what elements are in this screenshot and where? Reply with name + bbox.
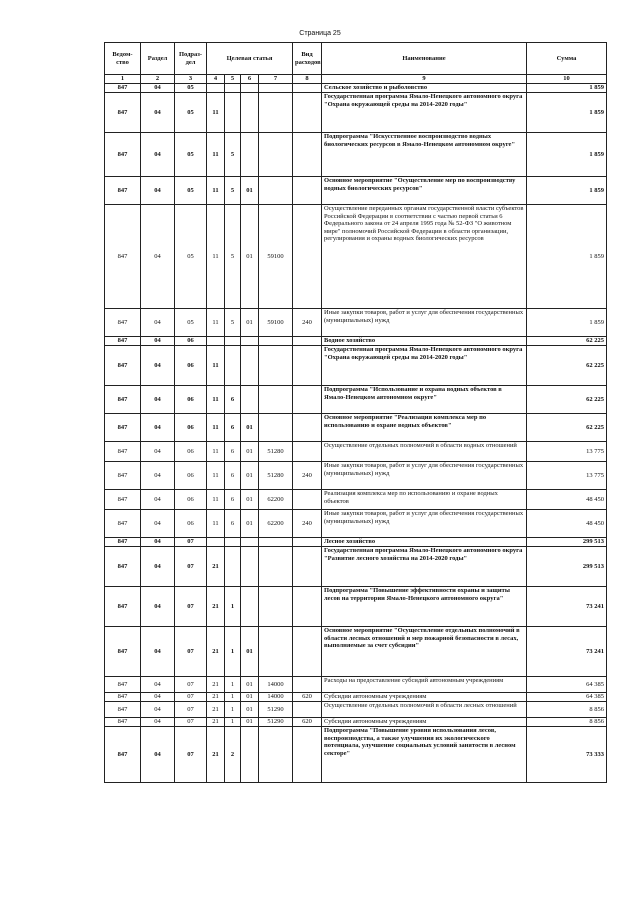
cell-razdel: 04: [141, 702, 175, 718]
cell-razdel: 04: [141, 510, 175, 538]
cell-target-subprogram: 1: [225, 702, 241, 718]
table-row: [105, 677, 607, 693]
cell-target-event: 01: [241, 462, 259, 490]
cell-target-code: [259, 587, 293, 627]
cell-target-subprogram: [225, 547, 241, 587]
cell-target-event: [241, 133, 259, 177]
cell-target-event: 01: [241, 442, 259, 462]
cell-podrazdel: 07: [175, 693, 207, 702]
cell-razdel: 04: [141, 693, 175, 702]
cell-target-subprogram: 1: [225, 693, 241, 702]
cell-target-subprogram: [225, 84, 241, 93]
cell-target-program: [207, 84, 225, 93]
cell-podrazdel: 05: [175, 93, 207, 133]
cell-podrazdel: 05: [175, 205, 207, 309]
cell-name: Государственная программа Ямало-Ненецкого автономного округа "Охрана окружающей среды на 2014-2020 годы": [322, 93, 527, 133]
cell-target-code: 51280: [259, 442, 293, 462]
cell-razdel: 04: [141, 205, 175, 309]
cell-target-code: [259, 386, 293, 414]
cell-vid: [293, 346, 322, 386]
cell-target-event: [241, 538, 259, 547]
table-row: [105, 346, 607, 386]
cell-vedomstvo: 847: [105, 414, 141, 442]
cell-target-code: 59100: [259, 309, 293, 337]
table-row: [105, 205, 607, 309]
table-row: [105, 702, 607, 718]
table-row: [105, 414, 607, 442]
cell-vedomstvo: 847: [105, 510, 141, 538]
cell-target-subprogram: 5: [225, 309, 241, 337]
cell-name: Подпрограмма "Повышение уровня использования лесов, воспроизводства, а также улучшения их экологического потенциала, улучшение социальных условий занятости в лесном секторе": [322, 727, 527, 783]
cell-target-event: 01: [241, 309, 259, 337]
cell-vid: [293, 84, 322, 93]
cell-sum: 62 225: [527, 337, 607, 346]
cell-razdel: 04: [141, 309, 175, 337]
cell-razdel: 04: [141, 337, 175, 346]
table-row: [105, 177, 607, 205]
cell-podrazdel: 07: [175, 677, 207, 693]
cell-vid: [293, 93, 322, 133]
cell-name: Основное мероприятие "Осуществление мер по воспроизводству водных биологических ресурсов": [322, 177, 527, 205]
col-num: 2: [141, 75, 175, 84]
cell-razdel: 04: [141, 727, 175, 783]
cell-vedomstvo: 847: [105, 337, 141, 346]
cell-target-code: [259, 414, 293, 442]
cell-target-program: 11: [207, 442, 225, 462]
cell-vedomstvo: 847: [105, 587, 141, 627]
cell-vid: [293, 677, 322, 693]
cell-podrazdel: 06: [175, 414, 207, 442]
cell-target-code: [259, 84, 293, 93]
col-num: 10: [527, 75, 607, 84]
cell-podrazdel: 05: [175, 309, 207, 337]
cell-target-event: 01: [241, 718, 259, 727]
cell-name: Государственная программа Ямало-Ненецкого автономного округа "Охрана окружающей среды на 2014-2020 годы": [322, 346, 527, 386]
cell-vedomstvo: 847: [105, 727, 141, 783]
cell-name: Государственная программа Ямало-Ненецкого автономного округа "Развитие лесного хозяйства на 2014-2020 годы": [322, 547, 527, 587]
page-number-label: Страница 25: [299, 30, 341, 37]
col-num: 8: [293, 75, 322, 84]
cell-target-code: [259, 133, 293, 177]
cell-target-code: [259, 727, 293, 783]
cell-sum: 1 859: [527, 309, 607, 337]
cell-sum: 73 241: [527, 587, 607, 627]
cell-name: Иные закупки товаров, работ и услуг для обеспечения государственных (муниципальных) нужд: [322, 462, 527, 490]
cell-target-code: 59100: [259, 205, 293, 309]
cell-target-code: [259, 177, 293, 205]
cell-name: Иные закупки товаров, работ и услуг для обеспечения государственных (муниципальных) нужд: [322, 309, 527, 337]
cell-sum: 1 859: [527, 84, 607, 93]
cell-sum: 73 333: [527, 727, 607, 783]
header-vedomstvo: Ведом-ство: [105, 43, 141, 75]
cell-podrazdel: 07: [175, 718, 207, 727]
cell-name: Реализация комплекса мер по использованию и охране водных объектов: [322, 490, 527, 510]
cell-name: Сельское хозяйство и рыболовство: [322, 84, 527, 93]
header-target: Целевая статья: [207, 43, 293, 75]
cell-name: Осуществление отдельных полномочий в области водных отношений: [322, 442, 527, 462]
cell-target-program: 21: [207, 727, 225, 783]
col-num: 4: [207, 75, 225, 84]
cell-target-event: [241, 547, 259, 587]
cell-sum: 1 859: [527, 205, 607, 309]
cell-target-program: 11: [207, 386, 225, 414]
table-row: [105, 337, 607, 346]
cell-vid: [293, 627, 322, 677]
cell-target-code: [259, 337, 293, 346]
cell-sum: 62 225: [527, 346, 607, 386]
cell-target-code: 51290: [259, 718, 293, 727]
cell-target-subprogram: 1: [225, 718, 241, 727]
cell-vedomstvo: 847: [105, 205, 141, 309]
cell-sum: 13 775: [527, 462, 607, 490]
col-num: 5: [225, 75, 241, 84]
cell-target-code: [259, 346, 293, 386]
cell-vedomstvo: 847: [105, 386, 141, 414]
cell-vid: [293, 538, 322, 547]
cell-target-subprogram: [225, 337, 241, 346]
cell-sum: 1 859: [527, 177, 607, 205]
cell-vid: [293, 177, 322, 205]
cell-target-program: 11: [207, 309, 225, 337]
cell-target-event: [241, 727, 259, 783]
cell-vid: 240: [293, 309, 322, 337]
cell-target-program: 21: [207, 587, 225, 627]
cell-name: Подпрограмма "Использование и охрана водных объектов в Ямало-Ненецком автономном округе": [322, 386, 527, 414]
table-header-row: [105, 43, 607, 75]
header-razdel: Раздел: [141, 43, 175, 75]
cell-target-subprogram: 6: [225, 442, 241, 462]
cell-target-event: 01: [241, 205, 259, 309]
cell-target-subprogram: 5: [225, 133, 241, 177]
cell-name: Субсидии автономным учреждениям: [322, 718, 527, 727]
cell-target-program: 11: [207, 510, 225, 538]
cell-podrazdel: 07: [175, 702, 207, 718]
cell-vid: [293, 386, 322, 414]
cell-razdel: 04: [141, 677, 175, 693]
cell-vid: [293, 442, 322, 462]
cell-razdel: 04: [141, 587, 175, 627]
cell-target-subprogram: 5: [225, 177, 241, 205]
cell-target-subprogram: [225, 346, 241, 386]
cell-target-subprogram: 6: [225, 414, 241, 442]
cell-razdel: 04: [141, 177, 175, 205]
cell-podrazdel: 06: [175, 386, 207, 414]
budget-table: [104, 42, 607, 783]
cell-sum: 48 450: [527, 490, 607, 510]
table-row: [105, 693, 607, 702]
cell-target-code: [259, 547, 293, 587]
table-row: [105, 538, 607, 547]
cell-vid: [293, 587, 322, 627]
cell-name: Основное мероприятие "Реализация комплекса мер по использованию и охране водных объектов": [322, 414, 527, 442]
cell-target-code: 62200: [259, 510, 293, 538]
cell-podrazdel: 05: [175, 177, 207, 205]
cell-target-program: [207, 538, 225, 547]
table-row: [105, 309, 607, 337]
cell-target-subprogram: [225, 93, 241, 133]
cell-target-program: 11: [207, 93, 225, 133]
cell-podrazdel: 06: [175, 462, 207, 490]
cell-target-code: 62200: [259, 490, 293, 510]
cell-sum: 8 856: [527, 702, 607, 718]
cell-podrazdel: 07: [175, 627, 207, 677]
cell-razdel: 04: [141, 442, 175, 462]
cell-target-event: 01: [241, 510, 259, 538]
cell-razdel: 04: [141, 84, 175, 93]
cell-name: Водное хозяйство: [322, 337, 527, 346]
cell-podrazdel: 05: [175, 133, 207, 177]
cell-vedomstvo: 847: [105, 490, 141, 510]
cell-sum: 299 513: [527, 547, 607, 587]
cell-vid: [293, 490, 322, 510]
col-num: 9: [322, 75, 527, 84]
cell-target-subprogram: [225, 538, 241, 547]
cell-target-program: 21: [207, 627, 225, 677]
header-vid: Вид расходов: [293, 43, 322, 75]
cell-name: Осуществление переданных органам государственной власти субъектов Российской Федерации в соответствии с частью первой статьи 6 Федерального закона от 24 апреля 1995 года № 52-ФЗ "О животном мире" полномочий Российской Федерации в области организации, регулирования и охраны водных биологических ресурсов: [322, 205, 527, 309]
cell-vid: [293, 727, 322, 783]
cell-target-event: 01: [241, 490, 259, 510]
cell-target-event: [241, 93, 259, 133]
cell-razdel: 04: [141, 718, 175, 727]
cell-target-program: 11: [207, 177, 225, 205]
cell-target-program: 11: [207, 414, 225, 442]
cell-vedomstvo: 847: [105, 538, 141, 547]
cell-target-program: 11: [207, 346, 225, 386]
cell-vid: [293, 133, 322, 177]
cell-target-program: 21: [207, 677, 225, 693]
cell-sum: 1 859: [527, 133, 607, 177]
cell-name: Расходы на предоставление субсидий автономным учреждениям: [322, 677, 527, 693]
header-name: Наименование: [322, 43, 527, 75]
cell-target-program: 11: [207, 462, 225, 490]
cell-target-subprogram: 1: [225, 677, 241, 693]
cell-razdel: 04: [141, 93, 175, 133]
cell-sum: 13 775: [527, 442, 607, 462]
cell-sum: 62 225: [527, 386, 607, 414]
cell-target-event: [241, 84, 259, 93]
cell-target-code: 51290: [259, 702, 293, 718]
table-row: [105, 386, 607, 414]
cell-podrazdel: 07: [175, 538, 207, 547]
table-row: [105, 547, 607, 587]
cell-podrazdel: 06: [175, 490, 207, 510]
cell-target-program: 21: [207, 547, 225, 587]
cell-sum: 299 513: [527, 538, 607, 547]
cell-target-code: 14000: [259, 677, 293, 693]
cell-target-subprogram: 6: [225, 462, 241, 490]
cell-target-code: 51280: [259, 462, 293, 490]
cell-razdel: 04: [141, 133, 175, 177]
col-num: 6: [241, 75, 259, 84]
cell-podrazdel: 06: [175, 346, 207, 386]
cell-target-program: 21: [207, 702, 225, 718]
cell-target-subprogram: 6: [225, 510, 241, 538]
cell-podrazdel: 07: [175, 547, 207, 587]
table-row: [105, 587, 607, 627]
cell-target-event: 01: [241, 414, 259, 442]
table-row: [105, 93, 607, 133]
cell-target-code: [259, 538, 293, 547]
cell-sum: 48 450: [527, 510, 607, 538]
cell-target-event: [241, 386, 259, 414]
table-row: [105, 727, 607, 783]
cell-razdel: 04: [141, 538, 175, 547]
cell-vedomstvo: 847: [105, 346, 141, 386]
cell-vid: [293, 547, 322, 587]
cell-target-subprogram: 5: [225, 205, 241, 309]
cell-razdel: 04: [141, 462, 175, 490]
cell-vedomstvo: 847: [105, 177, 141, 205]
cell-name: Лесное хозяйство: [322, 538, 527, 547]
cell-target-program: 11: [207, 133, 225, 177]
col-num: 3: [175, 75, 207, 84]
cell-name: Основное мероприятие "Осуществление отдельных полномочий в области лесных отношений и мер пожарной безопасности в лесах, выполняемые за счет субсидии": [322, 627, 527, 677]
cell-target-code: [259, 93, 293, 133]
cell-razdel: 04: [141, 414, 175, 442]
cell-vedomstvo: 847: [105, 84, 141, 93]
cell-target-event: 01: [241, 702, 259, 718]
cell-vid: 620: [293, 693, 322, 702]
cell-vedomstvo: 847: [105, 702, 141, 718]
header-podrazdel: Подраз-дел: [175, 43, 207, 75]
cell-target-program: 11: [207, 205, 225, 309]
cell-name: Осуществление отдельных полномочий в области лесных отношений: [322, 702, 527, 718]
cell-vedomstvo: 847: [105, 93, 141, 133]
cell-razdel: 04: [141, 627, 175, 677]
cell-target-event: [241, 587, 259, 627]
cell-target-subprogram: 6: [225, 490, 241, 510]
cell-vedomstvo: 847: [105, 693, 141, 702]
cell-target-subprogram: 6: [225, 386, 241, 414]
cell-vid: [293, 337, 322, 346]
cell-podrazdel: 07: [175, 727, 207, 783]
column-number-row: [105, 75, 607, 84]
cell-vid: 620: [293, 718, 322, 727]
table-row: [105, 627, 607, 677]
cell-vedomstvo: 847: [105, 462, 141, 490]
cell-target-event: 01: [241, 677, 259, 693]
cell-name: Подпрограмма "Повышение эффективности охраны и защиты лесов на территории Ямало-Ненецкого автономного округа": [322, 587, 527, 627]
cell-vedomstvo: 847: [105, 677, 141, 693]
cell-podrazdel: 06: [175, 337, 207, 346]
cell-podrazdel: 06: [175, 442, 207, 462]
col-num: 7: [259, 75, 293, 84]
cell-target-program: 21: [207, 718, 225, 727]
cell-target-subprogram: 1: [225, 587, 241, 627]
cell-podrazdel: 06: [175, 510, 207, 538]
cell-vid: [293, 414, 322, 442]
cell-target-event: 01: [241, 627, 259, 677]
cell-target-event: 01: [241, 177, 259, 205]
cell-podrazdel: 07: [175, 587, 207, 627]
table-row: [105, 462, 607, 490]
table-row: [105, 133, 607, 177]
cell-target-code: [259, 627, 293, 677]
cell-name: Иные закупки товаров, работ и услуг для обеспечения государственных (муниципальных) нужд: [322, 510, 527, 538]
cell-target-subprogram: 1: [225, 627, 241, 677]
table-row: [105, 442, 607, 462]
cell-target-event: [241, 337, 259, 346]
header-sum: Сумма: [527, 43, 607, 75]
cell-sum: 1 859: [527, 93, 607, 133]
cell-target-program: 11: [207, 490, 225, 510]
cell-target-program: [207, 337, 225, 346]
cell-target-event: [241, 346, 259, 386]
cell-vid: 240: [293, 510, 322, 538]
cell-target-subprogram: 2: [225, 727, 241, 783]
cell-podrazdel: 05: [175, 84, 207, 93]
cell-vedomstvo: 847: [105, 718, 141, 727]
cell-sum: 64 385: [527, 677, 607, 693]
cell-vid: [293, 702, 322, 718]
cell-name: Подпрограмма "Искусственное воспроизводство водных биологических ресурсов в Ямало-Ненецком автономном округе": [322, 133, 527, 177]
cell-vedomstvo: 847: [105, 133, 141, 177]
cell-vedomstvo: 847: [105, 627, 141, 677]
table-row: [105, 84, 607, 93]
cell-sum: 62 225: [527, 414, 607, 442]
col-num: 1: [105, 75, 141, 84]
cell-razdel: 04: [141, 386, 175, 414]
cell-vid: [293, 205, 322, 309]
cell-target-event: 01: [241, 693, 259, 702]
table-row: [105, 490, 607, 510]
cell-sum: 73 241: [527, 627, 607, 677]
cell-target-code: 14000: [259, 693, 293, 702]
cell-razdel: 04: [141, 490, 175, 510]
cell-vid: 240: [293, 462, 322, 490]
cell-sum: 64 385: [527, 693, 607, 702]
table-row: [105, 718, 607, 727]
cell-razdel: 04: [141, 547, 175, 587]
cell-vedomstvo: 847: [105, 547, 141, 587]
cell-vedomstvo: 847: [105, 309, 141, 337]
cell-name: Субсидии автономным учреждениям: [322, 693, 527, 702]
table-row: [105, 510, 607, 538]
cell-target-program: 21: [207, 693, 225, 702]
cell-vedomstvo: 847: [105, 442, 141, 462]
cell-sum: 8 856: [527, 718, 607, 727]
cell-razdel: 04: [141, 346, 175, 386]
